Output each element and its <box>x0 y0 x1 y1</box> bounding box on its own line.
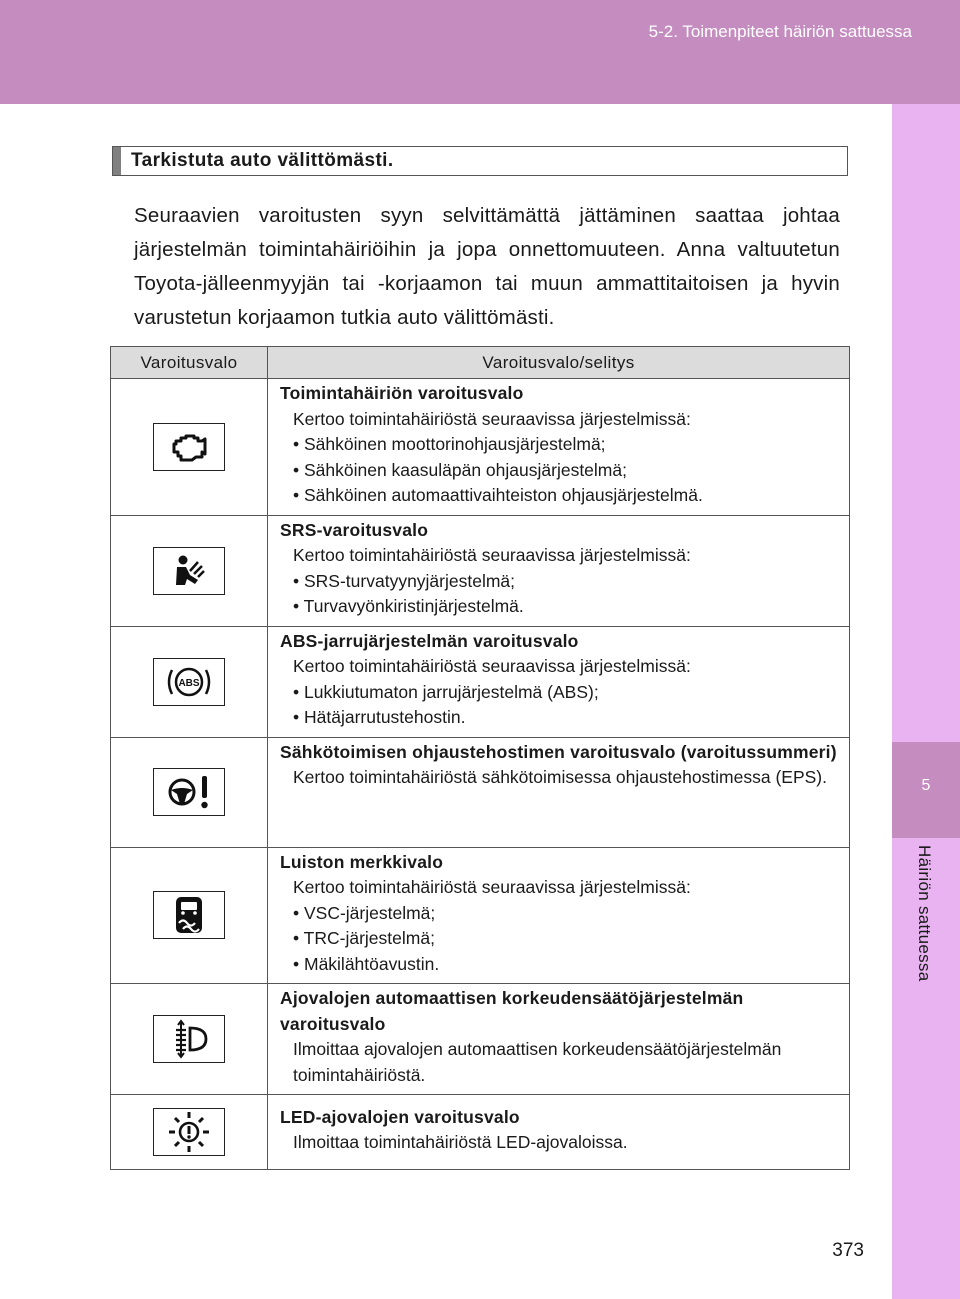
icon-cell <box>111 379 268 516</box>
list-item: • VSC-järjestelmä; <box>293 902 436 923</box>
table-row <box>111 737 850 847</box>
column-header-description: Varoitusvalo/selitys <box>268 347 850 379</box>
power-steering-icon <box>153 768 225 816</box>
chapter-title: Häiriön sattuessa <box>915 845 934 982</box>
icon-cell <box>111 1095 268 1170</box>
list-item: • Sähköinen moottorinohjausjärjestelmä; <box>293 434 606 454</box>
list-item: • SRS-turvatyynyjärjestelmä; <box>293 570 516 591</box>
table-row <box>111 626 850 737</box>
icon-cell <box>111 626 268 737</box>
column-header-light: Varoitusvalo <box>111 347 268 379</box>
light-description: Kertoo toimintahäiriöstä seuraavissa järjestelmissä: <box>293 877 691 897</box>
light-title: Luiston merkkivalo <box>280 851 444 872</box>
headlight-leveling-icon <box>153 1015 225 1063</box>
list-item: • Hätäjarrutustehostin. <box>293 707 466 727</box>
notice-heading-box <box>112 146 848 176</box>
abs-icon-label: ABS <box>178 677 200 689</box>
light-title: ABS-jarrujärjestelmän varoitusvalo <box>280 630 579 651</box>
list-item: • Turvavyönkiristinjärjestelmä. <box>293 596 524 616</box>
notice-title: Tarkistuta auto välittömästi. <box>131 150 394 171</box>
description-cell <box>268 626 850 737</box>
description-cell <box>268 515 850 626</box>
description-cell <box>268 847 850 984</box>
table-row <box>111 515 850 626</box>
light-title: LED-ajovalojen varoitusvalo <box>280 1106 520 1127</box>
icon-cell <box>111 984 268 1095</box>
notice-bar <box>113 147 121 175</box>
light-title: Toimintahäiriön varoitusvalo <box>280 383 524 403</box>
description-cell <box>268 1095 850 1170</box>
table-row <box>111 984 850 1095</box>
list-item: • Sähköinen kaasuläpän ohjausjärjestelmä; <box>293 459 627 480</box>
table-row <box>111 379 850 516</box>
icon-cell <box>111 515 268 626</box>
light-title: SRS-varoitusvalo <box>280 519 429 540</box>
list-item: • TRC-järjestelmä; <box>293 928 435 948</box>
icon-cell <box>111 737 268 847</box>
light-description: Ilmoittaa toimintahäiriöstä LED-ajovaloissa. <box>293 1132 628 1152</box>
section-title: 5-2. Toimenpiteet häiriön sattuessa <box>648 22 912 41</box>
list-item: • Mäkilähtöavustin. <box>293 953 440 974</box>
chapter-number: 5 <box>921 777 931 794</box>
list-item: • Sähköinen automaattivaihteiston ohjausjärjestelmä. <box>293 485 703 505</box>
header-band <box>0 0 960 104</box>
table-row <box>111 1095 850 1170</box>
intro-paragraph: Seuraavien varoitusten syyn selvittämättä jättäminen saattaa johtaa järjestelmän toimintahäiriöihin ja jopa onnettomuuteen. Anna valtuutetun Toyota-jälleenmyyjän tai -korjaamon tai muun ammattitaitoisen ja hyvin varustetun korjaamon tutkia auto välittömästi. <box>134 204 840 329</box>
description-cell <box>268 737 850 847</box>
table-header-row <box>111 347 850 379</box>
table-row <box>111 847 850 984</box>
light-description: Kertoo toimintahäiriöstä sähkötoimisessa ohjaustehostimessa (EPS). <box>293 767 827 787</box>
icon-cell <box>111 847 268 984</box>
light-description: Kertoo toimintahäiriöstä seuraavissa järjestelmissä: <box>293 408 691 429</box>
description-cell <box>268 984 850 1095</box>
warning-light-table <box>110 346 850 1170</box>
list-item: • Lukkiutumaton jarrujärjestelmä (ABS); <box>293 681 599 702</box>
slip-indicator-icon <box>153 891 225 939</box>
srs-airbag-icon <box>153 547 225 595</box>
side-tab <box>892 104 960 1299</box>
description-cell <box>268 379 850 516</box>
light-title: Ajovalojen automaattisen korkeudensäätöjärjestelmän varoitusvalo <box>280 988 744 1034</box>
light-description: Ilmoittaa ajovalojen automaattisen korkeudensäätöjärjestelmän toimintahäiriöstä. <box>293 1039 782 1085</box>
abs-icon <box>153 658 225 706</box>
page-number: 373 <box>832 1240 864 1261</box>
light-description: Kertoo toimintahäiriöstä seuraavissa järjestelmissä: <box>293 545 691 565</box>
light-title: Sähkötoimisen ohjaustehostimen varoitusvalo (varoitussummeri) <box>280 741 837 762</box>
led-headlight-icon <box>153 1108 225 1156</box>
engine-icon <box>153 423 225 471</box>
light-description: Kertoo toimintahäiriöstä seuraavissa järjestelmissä: <box>293 656 691 676</box>
